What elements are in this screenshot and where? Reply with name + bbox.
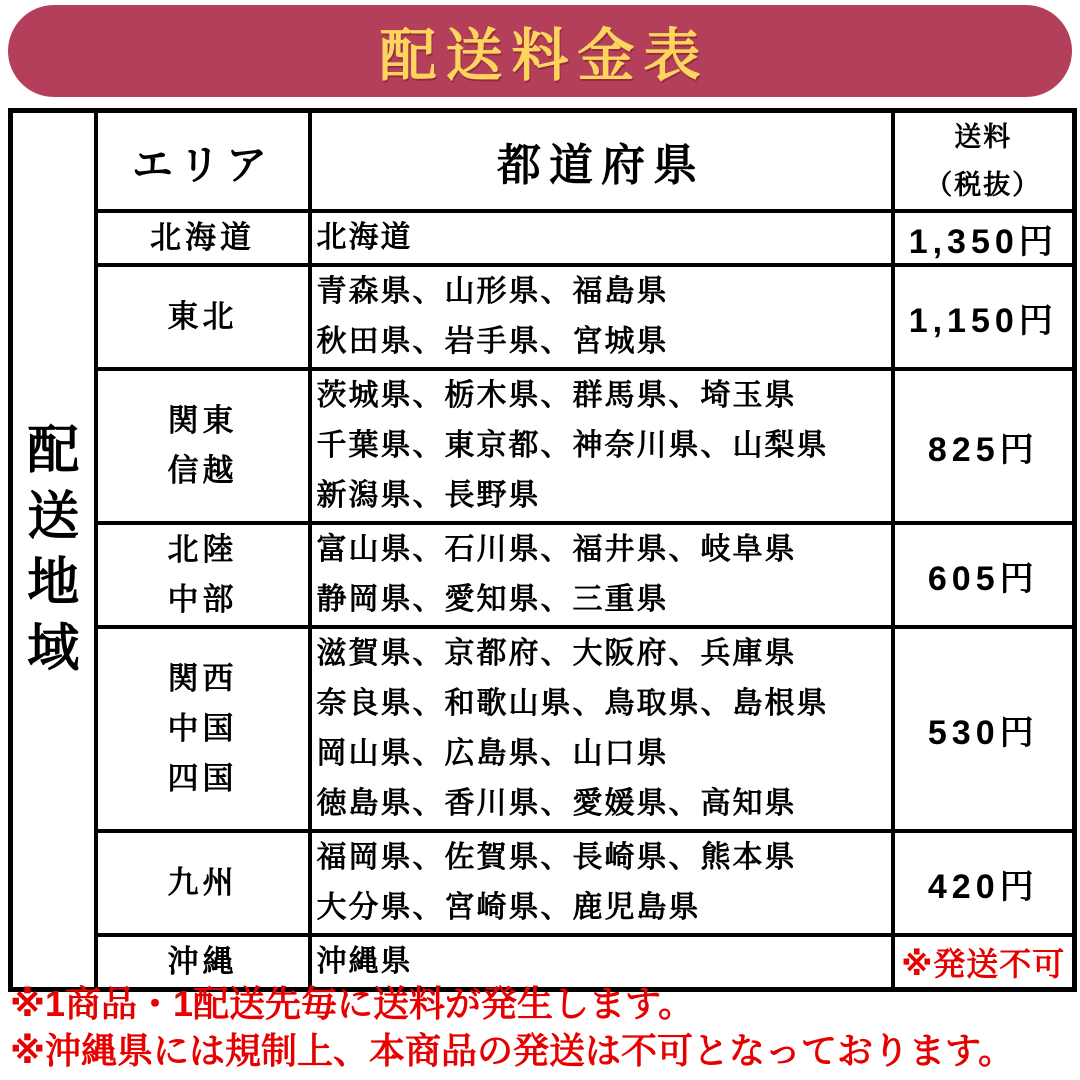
area-line: 中国: [167, 711, 238, 746]
fee-cell: 420円: [893, 831, 1075, 935]
area-line: 信越: [167, 453, 238, 488]
area-line: 関東: [167, 403, 238, 438]
page-title: 配送料金表: [379, 24, 710, 88]
prefecture-line: 新潟県、長野県: [316, 479, 541, 512]
side-label-char: 配: [27, 422, 80, 480]
prefecture-line: 秋田県、岩手県、宮城県: [316, 325, 669, 358]
fee-cell: 1,350円: [893, 211, 1075, 265]
fee-cell: 605円: [893, 523, 1075, 627]
area-line: 北海道: [150, 220, 255, 255]
area-cell: [96, 627, 310, 831]
area-line: 九州: [167, 865, 238, 900]
title-banner: [8, 5, 1072, 97]
shipping-fee-table: [8, 108, 1077, 992]
area-line: 四国: [167, 761, 238, 796]
area-cell: [96, 831, 310, 935]
footer-notes: [10, 980, 1074, 1074]
area-cell: [96, 211, 310, 265]
prefecture-line: 大分県、宮崎県、鹿児島県: [316, 891, 701, 924]
prefecture-line: 青森県、山形県、福島県: [316, 275, 669, 308]
prefecture-line: 富山県、石川県、福井県、岐阜県: [316, 533, 797, 566]
prefecture-line: 茨城県、栃木県、群馬県、埼玉県: [316, 379, 797, 412]
fee-header-line2: （税抜）: [925, 170, 1042, 200]
table-row: [11, 831, 1075, 935]
table-row: [11, 211, 1075, 265]
prefecture-line: 静岡県、愛知県、三重県: [316, 583, 669, 616]
prefecture-line: 沖縄県: [316, 945, 413, 978]
header-row: [11, 111, 1075, 212]
side-label-char: 地: [27, 554, 80, 612]
fee-cell-not-shippable: ※発送不可: [893, 935, 1075, 990]
prefecture-line: 奈良県、和歌山県、鳥取県、島根県: [316, 687, 829, 720]
prefecture-line: 徳島県、香川県、愛媛県、高知県: [316, 787, 797, 820]
prefectures-column-header: 都道府県: [310, 111, 893, 212]
area-line: 東北: [167, 299, 238, 334]
prefectures-cell: [310, 627, 893, 831]
prefecture-line: 岡山県、広島県、山口県: [316, 737, 669, 770]
table-row: [11, 369, 1075, 523]
fee-cell: 1,150円: [893, 265, 1075, 369]
side-label-char: 域: [27, 620, 80, 678]
area-column-header: エリア: [96, 111, 310, 212]
fee-column-header: [893, 111, 1075, 212]
area-line: 北陸: [167, 532, 238, 567]
prefectures-cell: [310, 523, 893, 627]
side-label-char: 送: [27, 488, 80, 546]
prefectures-cell: [310, 369, 893, 523]
area-cell: [96, 523, 310, 627]
side-label-cell: [11, 111, 96, 990]
prefecture-line: 滋賀県、京都府、大阪府、兵庫県: [316, 637, 797, 670]
area-cell: [96, 369, 310, 523]
table-row: [11, 523, 1075, 627]
prefectures-cell: [310, 265, 893, 369]
side-label: [27, 418, 79, 682]
area-line: 沖縄: [167, 944, 238, 979]
fee-cell: 825円: [893, 369, 1075, 523]
prefecture-line: 福岡県、佐賀県、長崎県、熊本県: [316, 841, 797, 874]
table-row: [11, 627, 1075, 831]
prefecture-line: 北海道: [316, 221, 413, 254]
fee-table-body: [11, 111, 1075, 990]
note-shipping-per-item: ※1商品・1配送先毎に送料が発生します。: [10, 983, 695, 1024]
area-line: 中部: [167, 582, 238, 617]
fee-cell: 530円: [893, 627, 1075, 831]
prefectures-cell: [310, 211, 893, 265]
table-row: [11, 265, 1075, 369]
fee-header-line1: 送料: [954, 122, 1013, 152]
prefecture-line: 千葉県、東京都、神奈川県、山梨県: [316, 429, 829, 462]
area-line: 関西: [167, 661, 238, 696]
note-okinawa-restriction: ※沖縄県には規制上、本商品の発送は不可となっております。: [10, 1030, 1015, 1071]
prefectures-cell: [310, 831, 893, 935]
area-cell: [96, 265, 310, 369]
